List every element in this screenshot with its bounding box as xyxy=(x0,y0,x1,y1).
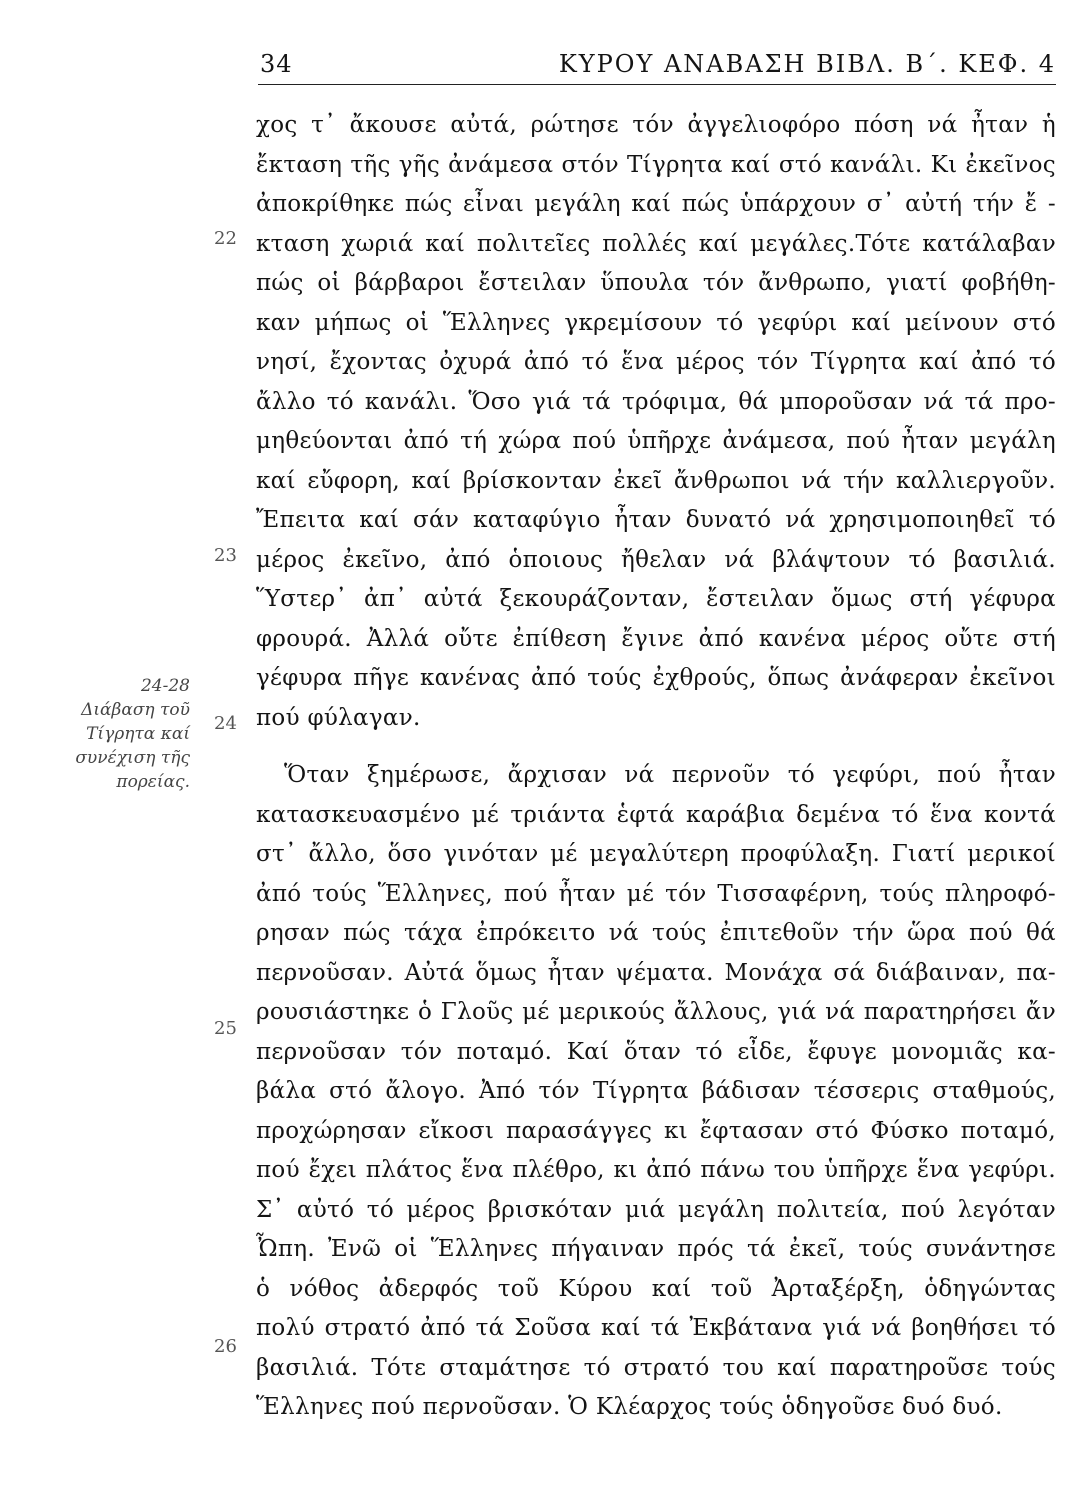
text-line: μέρος ἐκεῖνο, ἀπό ὁποιους ἤθελαν νά βλάψτουν τό βασιλιά. xyxy=(256,546,1056,573)
text-line: ἀποκρίθηκε πώς εἶναι μεγάλη καί πώς ὑπάρχουν σ᾿ αὐτή τήν ἔ - xyxy=(256,191,1056,217)
text-line: πού ἔχει πλάτος ἕνα πλέθρο, κι ἀπό πάνω του ὑπῆρχε ἕνα γεφύρι. xyxy=(256,1157,1056,1183)
text-line: στ᾿ ἄλλο, ὅσο γινόταν μέ μεγαλύτερη προφύλαξη. Γιατί μερικοί xyxy=(256,841,1056,867)
margin-note-line: Τίγρητα καί xyxy=(86,724,190,744)
text-line: νησί, ἔχοντας ὀχυρά ἀπό τό ἕνα μέρος τόν Τίγρητα καί ἀπό τό xyxy=(256,349,1056,375)
text-line: ἄλλο τό κανάλι. Ὅσο γιά τά τρόφιμα, θά μποροῦσαν νά τά προ- xyxy=(256,388,1056,415)
text-line: ἔκταση τῆς γῆς ἀνάμεσα στόν Τίγρητα καί στό κανάλι. Κι ἐκεῖνος xyxy=(256,151,1056,178)
page-header xyxy=(258,48,1056,85)
text-line: Σ᾿ αὐτό τό μέρος βρισκόταν μιά μεγάλη πολιτεία, πού λεγόταν xyxy=(256,1196,1056,1223)
text-line: βάλα στό ἄλογο. Ἀπό τόν Τίγρητα βάδισαν τέσσερις σταθμούς, xyxy=(256,1078,1056,1104)
text-line: προχώρησαν εἴκοσι παρασάγγες κι ἔφτασαν στό Φύσκο ποταμό, xyxy=(256,1117,1056,1144)
text-line: κατασκευασμένο μέ τριάντα ἑφτά καράβια δεμένα τό ἕνα κοντά xyxy=(256,801,1056,828)
verse-number-23: 23 xyxy=(214,545,237,566)
verse-number-24: 24 xyxy=(214,713,237,734)
text-line: πού φύλαγαν. xyxy=(256,704,421,731)
text-line: κταση χωριά καί πολιτεῖες πολλές καί μεγάλες.Τότε κατάλαβαν xyxy=(256,230,1056,257)
margin-note-range: 24-28 xyxy=(140,676,190,696)
text-line: Ἕλληνες πού περνοῦσαν. Ὁ Κλέαρχος τούς ὁδηγοῦσε δυό δυό. xyxy=(256,1394,1003,1420)
text-line: χος τ᾿ ἄκουσε αὐτά, ρώτησε τόν ἀγγελιοφόρο πόση νά ἦταν ἡ xyxy=(256,112,1056,138)
running-head: ΚΥΡΟΥ ΑΝΑΒΑΣΗ ΒΙΒΛ. Β΄. ΚΕΦ. 4 xyxy=(558,50,1056,78)
text-line: βασιλιά. Τότε σταμάτησε τό στρατό του καί παρατηροῦσε τούς xyxy=(256,1354,1056,1381)
text-line: πολύ στρατό ἀπό τά Σοῦσα καί τά Ἐκβάτανα γιά νά βοηθήσει τό xyxy=(256,1315,1056,1341)
text-line: καν μήπως οἱ Ἕλληνες γκρεμίσουν τό γεφύρι καί μείνουν στό xyxy=(256,309,1056,336)
text-line: ρησαν πώς τάχα ἐπρόκειτο νά τούς ἐπιτεθοῦν τήν ὥρα πού θά xyxy=(256,920,1056,946)
text-line: πώς οἱ βάρβαροι ἔστειλαν ὕπουλα τόν ἄνθρωπο, γιατί φοβήθη- xyxy=(256,270,1056,296)
text-line: Ἔπειτα καί σάν καταφύγιο ἦταν δυνατό νά χρησιμοποιηθεῖ τό xyxy=(256,507,1056,533)
verse-number-22: 22 xyxy=(214,228,237,249)
text-line: ἀπό τούς Ἕλληνες, πού ἦταν μέ τόν Τισσαφέρνη, τούς πληροφό- xyxy=(256,880,1056,907)
text-line: γέφυρα πῆγε κανένας ἀπό τούς ἐχθρούς, ὅπως ἀνάφεραν ἐκεῖνοι xyxy=(256,665,1056,691)
margin-note-line: συνέχιση τῆς xyxy=(75,748,190,768)
text-line: ὁ νόθος ἀδερφός τοῦ Κύρου καί τοῦ Ἀρταξέρξη, ὁδηγώντας xyxy=(256,1275,1056,1302)
verse-number-25: 25 xyxy=(214,1018,237,1039)
main-text xyxy=(256,106,1056,1428)
text-line: Ὅταν ξημέρωσε, ἄρχισαν νά περνοῦν τό γεφύρι, πού ἦταν xyxy=(284,762,1056,788)
page-number: 34 xyxy=(260,50,293,78)
text-line: ρουσιάστηκε ὁ Γλοῦς μέ μερικούς ἄλλους, γιά νά παρατηρήσει ἄν xyxy=(256,999,1056,1025)
text-line: περνοῦσαν τόν ποταμό. Καί ὅταν τό εἶδε, ἔφυγε μονομιᾶς κα- xyxy=(256,1038,1056,1065)
margin-note-line: πορείας. xyxy=(116,772,190,792)
text-line: περνοῦσαν. Αὐτά ὅμως ἦταν ψέματα. Μονάχα σά διάβαιναν, πα- xyxy=(256,959,1056,986)
margin-note xyxy=(70,674,190,794)
text-line: καί εὔφορη, καί βρίσκονταν ἐκεῖ ἄνθρωποι νά τήν καλλιεργοῦν. xyxy=(256,467,1056,494)
text-line: Ὕστερ᾿ ἀπ᾿ αὐτά ξεκουράζονταν, ἔστειλαν ὅμως στή γέφυρα xyxy=(256,586,1056,612)
margin-note-line: Διάβαση τοῦ xyxy=(81,700,190,720)
text-line: φρουρά. Ἀλλά οὔτε ἐπίθεση ἔγινε ἀπό κανένα μέρος οὔτε στή xyxy=(256,625,1056,652)
verse-number-26: 26 xyxy=(214,1336,237,1357)
text-line: μηθεύονται ἀπό τή χώρα πού ὑπῆρχε ἀνάμεσα, πού ἦταν μεγάλη xyxy=(256,428,1056,454)
text-line: Ὦπη. Ἐνῶ οἱ Ἕλληνες πήγαιναν πρός τά ἐκεῖ, τούς συνάντησε xyxy=(256,1236,1056,1262)
